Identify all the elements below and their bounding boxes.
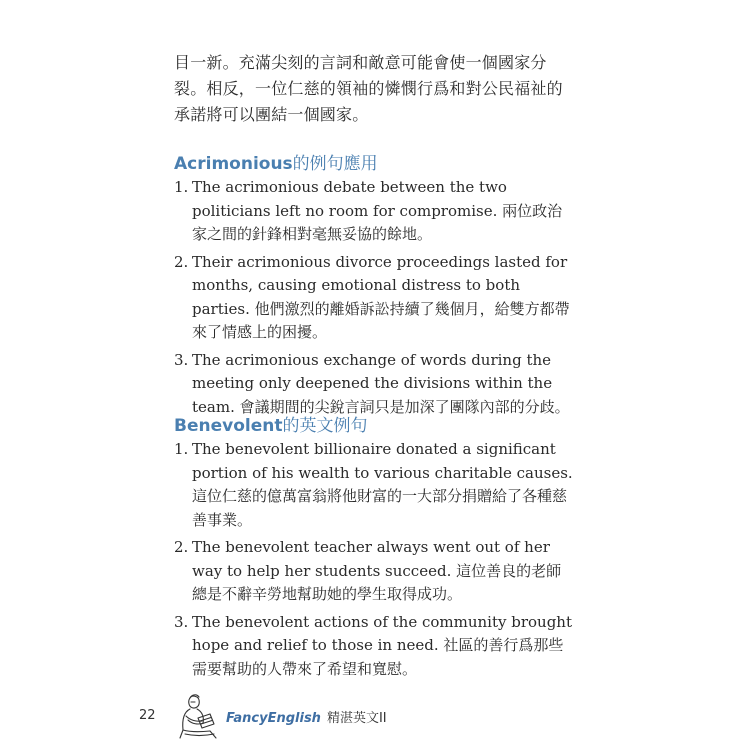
reading-man-icon [170, 690, 226, 740]
item-number: 2. [174, 538, 189, 556]
heading-suffix: 的例句應用 [292, 154, 378, 174]
section-heading-benevolent [174, 411, 367, 436]
page-number: 22 [139, 708, 156, 723]
list-item [174, 251, 574, 345]
heading-word: Acrimonious [174, 154, 293, 174]
list-item [174, 349, 574, 420]
list-item [174, 438, 574, 532]
list-item [174, 536, 574, 607]
page-footer [0, 690, 750, 740]
acrimonious-example-list [174, 176, 574, 423]
brand-label [226, 707, 387, 726]
brand-english: FancyEnglish [226, 711, 321, 726]
item-number: 3. [174, 350, 189, 369]
item-text: The acrimonious exchange of words during the meeting only deepened the divisions within the team. 會議期間的尖銳言詞只是加深了團隊內部的分歧。 [192, 350, 570, 416]
item-text: Their acrimonious divorce proceedings lasted for months, causing emotional distress to both parties. 他們激烈的離婚訴訟持續了幾個月，給雙方都帶來了情感上的困擾。 [192, 252, 570, 341]
item-text: The benevolent teacher always went out of her way to help her students succeed. 這位善良的老師總是不辭辛勞地幫助她的學生取得成功。 [192, 538, 562, 603]
item-text: The benevolent actions of the community brought hope and relief to those in need. 社區的善行爲那些需要幫助的人帶來了希望和寬慰。 [192, 612, 572, 678]
list-item [174, 176, 574, 247]
section-heading-acrimonious [174, 149, 378, 174]
item-text: The benevolent billionaire donated a significant portion of his wealth to various charitable causes. 這位仁慈的億萬富翁將他財富的一大部分捐贈給了各種慈善事業。 [192, 440, 573, 529]
list-item [174, 611, 574, 682]
item-number: 1. [174, 440, 189, 458]
item-number: 1. [174, 178, 189, 196]
item-number: 2. [174, 252, 189, 271]
benevolent-example-list [174, 438, 574, 685]
item-text: The acrimonious debate between the two politicians left no room for compromise. 兩位政治家之間的針鋒相對毫無妥協的餘地。 [192, 178, 563, 243]
heading-word: Benevolent [174, 416, 283, 436]
brand-chinese: 精湛英文II [326, 711, 387, 726]
item-number: 3. [174, 612, 189, 631]
heading-suffix: 的英文例句 [282, 416, 368, 436]
intro-paragraph: 目一新。充滿尖刻的言詞和敵意可能會使一個國家分裂。相反，一位仁慈的領袖的憐憫行爲和對公民福祉的承諾將可以團結一個國家。 [174, 53, 563, 124]
